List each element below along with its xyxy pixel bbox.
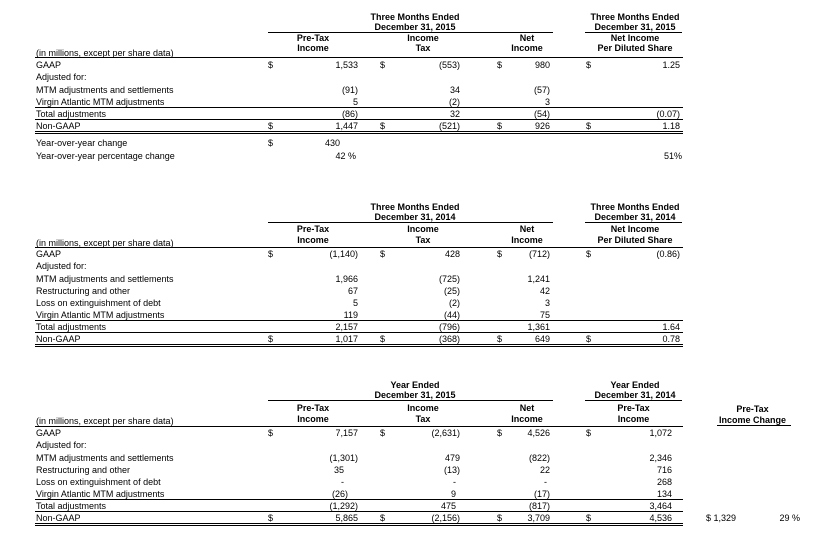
eps-group-header-line2: December 31, 2015 — [594, 22, 676, 32]
col-tax-h2: Tax — [415, 43, 431, 53]
group-header-line2: December 31, 2015 — [374, 22, 456, 32]
col-net-h2: Income — [511, 43, 543, 53]
group-header-line1: Three Months Ended — [370, 12, 460, 22]
col-pretax-h1: Pre-Tax — [296, 33, 330, 43]
units-note: (in millions, except per share data) — [36, 48, 174, 58]
row-label-gaap: GAAP — [36, 60, 62, 70]
pretax-change-pct: 29 % — [779, 513, 800, 523]
row-label-mtm: MTM adjustments and settlements — [36, 85, 174, 95]
col-tax-h1: Income — [407, 33, 439, 43]
row-label-non-gaap: Non-GAAP — [36, 121, 81, 131]
col-pretax-change-h1: Pre-Tax — [736, 404, 769, 414]
col-pretax-h2: Income — [297, 43, 329, 53]
row-label-yoy: Year-over-year change — [36, 138, 128, 148]
row-label-adjusted-for: Adjusted for: — [36, 72, 87, 82]
col-pretax-change-h2: Income Change — [718, 415, 786, 425]
eps-group-header-line1: Three Months Ended — [590, 12, 680, 22]
pretax-change-amount: $ 1,329 — [706, 513, 737, 523]
col-eps-h1: Net Income — [610, 33, 660, 43]
row-label-virgin: Virgin Atlantic MTM adjustments — [36, 97, 165, 107]
row-label-yoy-pct: Year-over-year percentage change — [36, 151, 175, 161]
col-net-h1: Net — [519, 33, 535, 43]
row-label-total: Total adjustments — [36, 109, 107, 119]
col-eps-h2: Per Diluted Share — [597, 43, 673, 53]
